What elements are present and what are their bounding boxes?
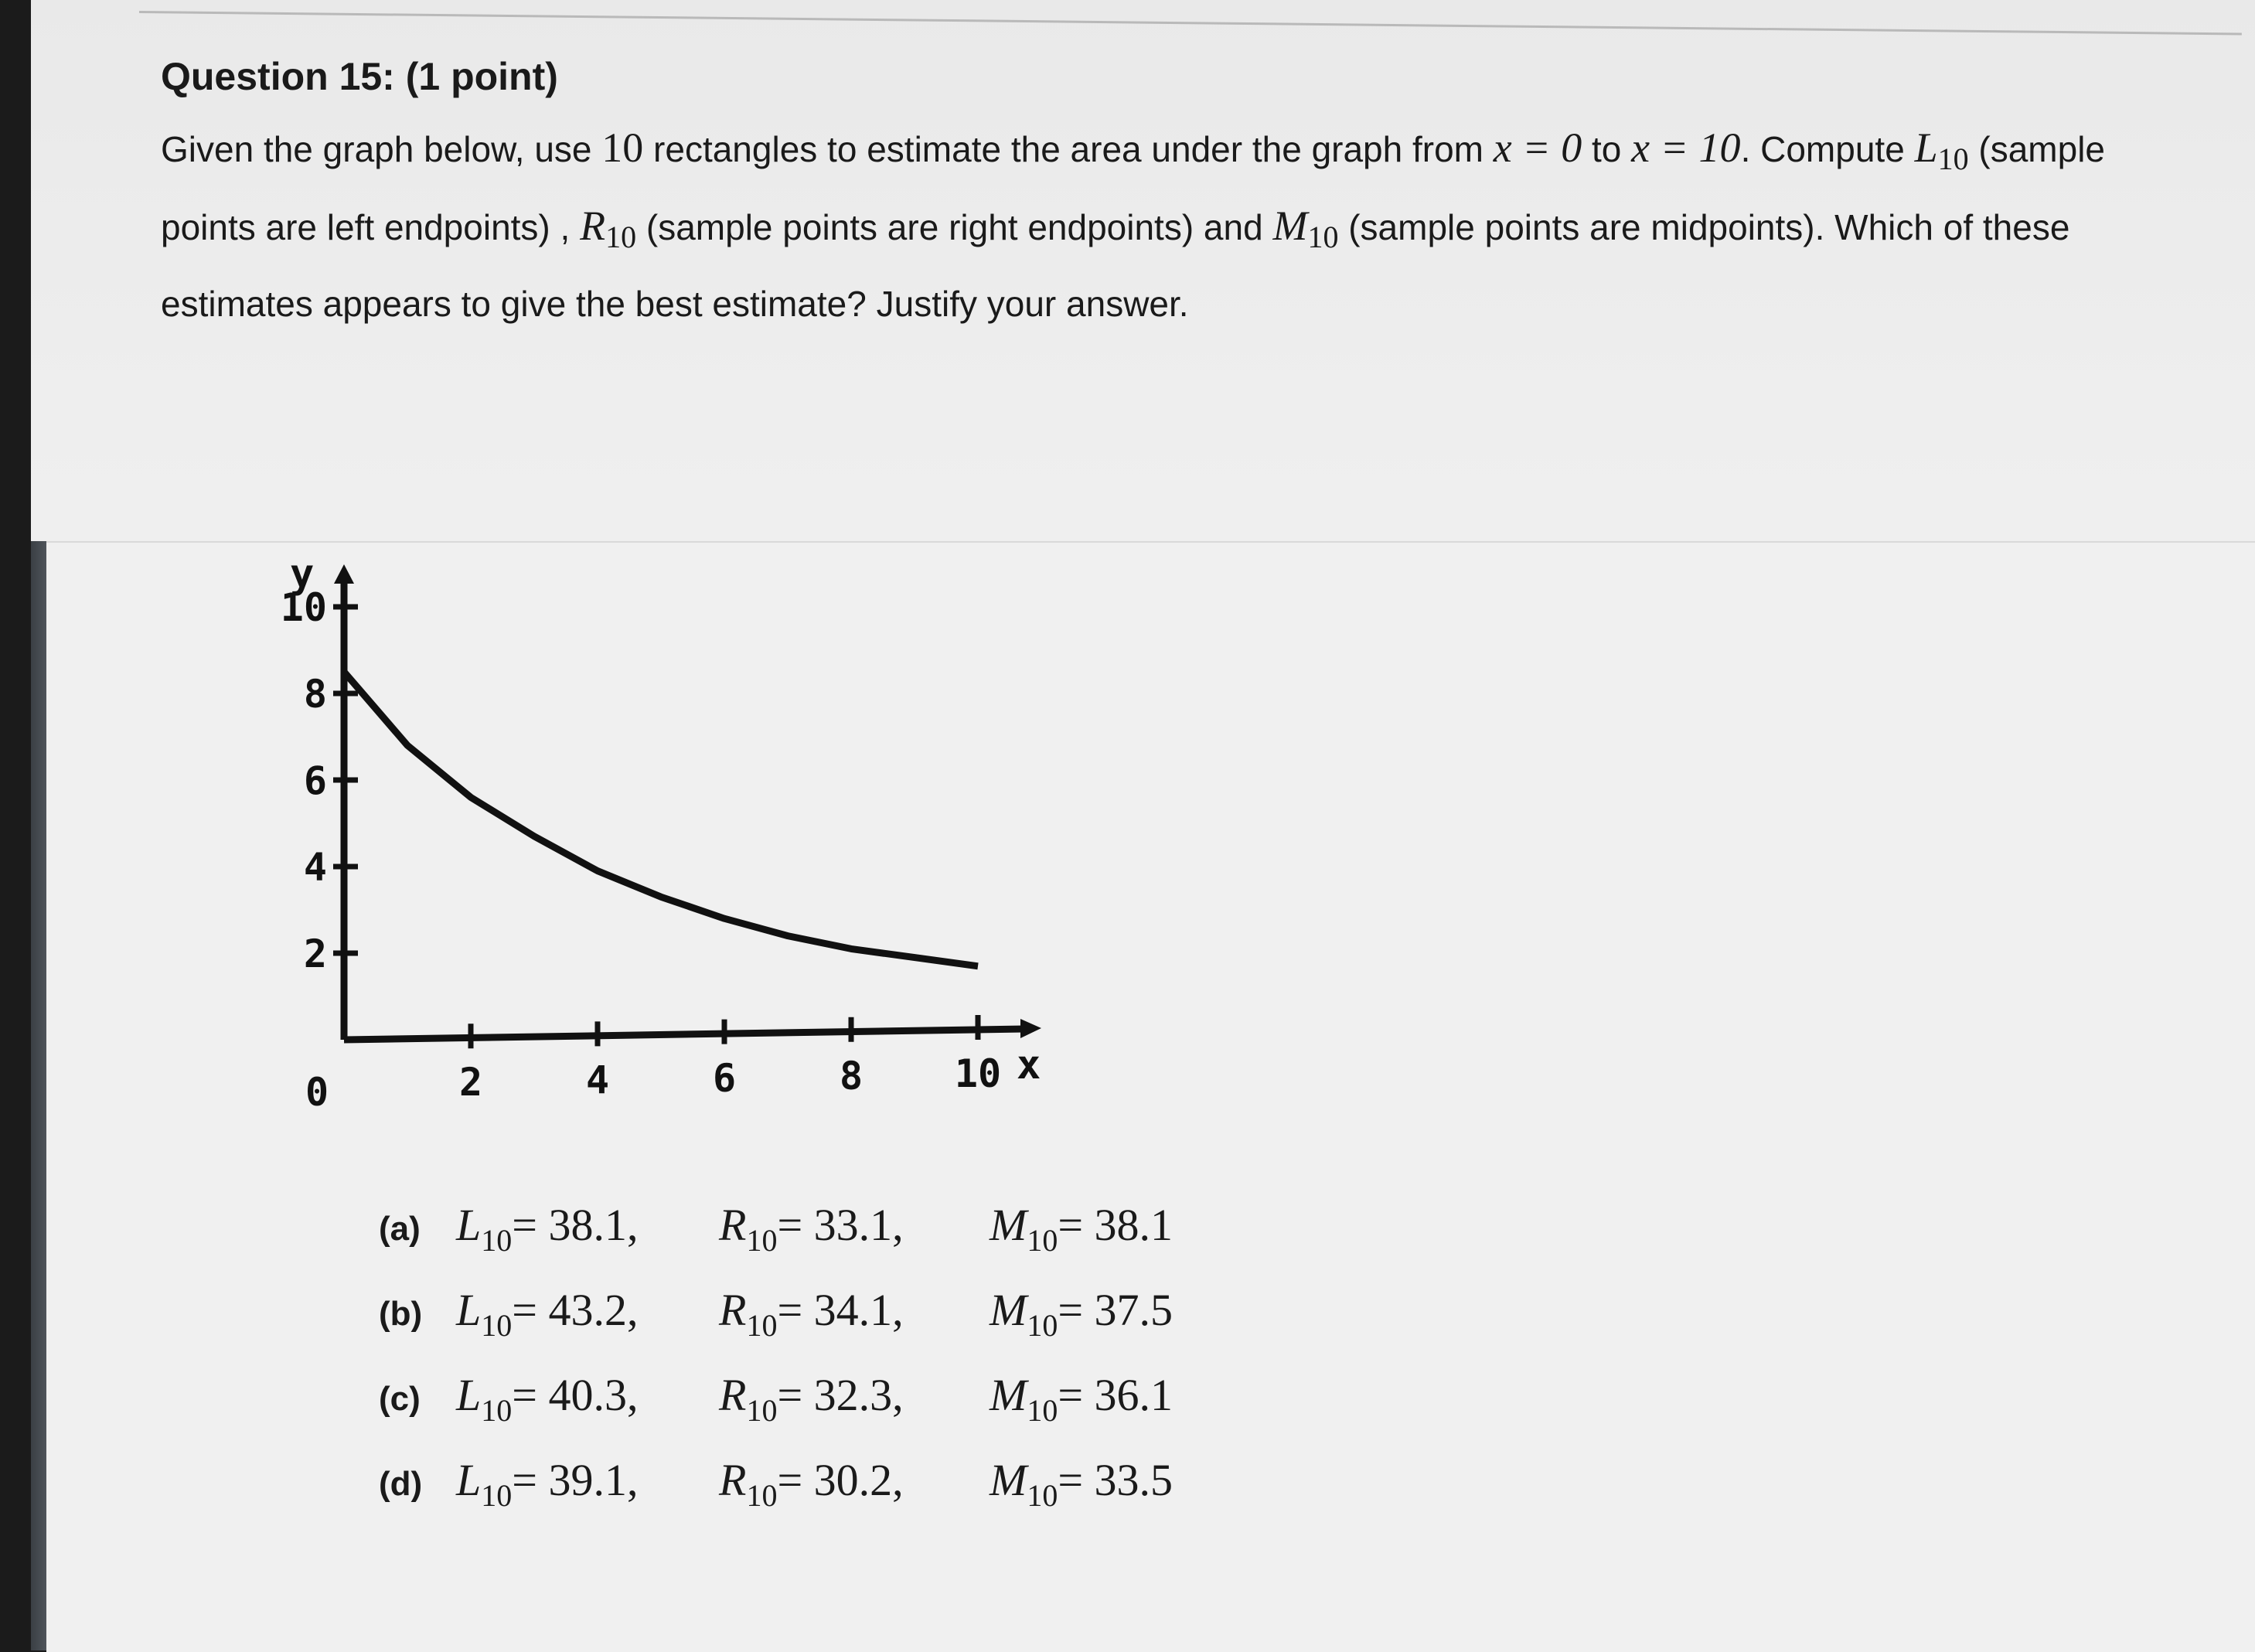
option-d[interactable] (379, 1438, 1173, 1523)
x-axis (344, 1029, 1024, 1040)
axes (334, 564, 1041, 1040)
option-a[interactable] (379, 1183, 1173, 1268)
l-value: $L_{10}= 38.1$, (456, 1200, 639, 1258)
decay-graph (247, 557, 1136, 1144)
curve-line (344, 672, 978, 966)
x-to: x = 10 (1631, 124, 1741, 171)
text-part: . Compute (1740, 129, 1915, 169)
y-arrowhead (334, 564, 354, 584)
y-axis-label: y (290, 557, 315, 598)
option-label: (b) (379, 1295, 423, 1333)
r-value: $R_{10}= 34.1$, (719, 1285, 904, 1343)
l-value: $L_{10}= 40.3$, (456, 1370, 639, 1428)
m-value: $M_{10}= 33.5$ (990, 1455, 1173, 1513)
rect-count: 10 (601, 124, 644, 171)
text-part: rectangles to estimate the area under the graph from (643, 129, 1494, 169)
x-tick-label: 6 (712, 1055, 737, 1101)
x-tick-label: 10 (954, 1051, 1002, 1096)
option-label: (a) (379, 1210, 421, 1248)
y-tick-label: 8 (303, 672, 327, 717)
answer-options (379, 1183, 1173, 1523)
ticks (281, 585, 1001, 1105)
l-value: $L_{10}= 43.2$, (456, 1285, 639, 1343)
y-tick-label: 6 (303, 758, 327, 803)
m-value: $M_{10}= 37.5$ (990, 1285, 1173, 1343)
l-value: $L_{10}= 39.1$, (456, 1455, 639, 1513)
text-part: (sample points are left endpoints) , (161, 129, 2105, 248)
y-tick-label: 10 (280, 585, 327, 630)
r10-symbol: R (580, 203, 606, 250)
x-from: x = 0 (1493, 124, 1582, 171)
question-header: Question 15: (1 point) (161, 55, 558, 98)
m-value: $M_{10}= 36.1$ (990, 1370, 1173, 1428)
text-part: (sample points are midpoints). Which of these estimates appears to give the best estimate? Justify your answer. (161, 207, 2070, 325)
text-part: (sample points are right endpoints) and (636, 207, 1273, 248)
x-axis-label: x (1017, 1042, 1041, 1088)
x-arrowhead (1020, 1019, 1041, 1038)
y-tick-label: 4 (303, 845, 327, 890)
x-tick-label: 8 (839, 1053, 864, 1098)
text-part: Given the graph below, use (161, 129, 602, 169)
option-c[interactable] (379, 1353, 1173, 1438)
r-value: $R_{10}= 30.2$, (719, 1455, 904, 1513)
x-tick-label: 4 (585, 1058, 610, 1103)
origin-label: 0 (305, 1070, 329, 1115)
text-part: to (1582, 129, 1632, 169)
l10-symbol: L (1914, 124, 1938, 171)
m10-symbol: M (1272, 203, 1308, 250)
option-b[interactable] (379, 1268, 1173, 1353)
r10-sub: 10 (605, 220, 637, 255)
option-label: (c) (379, 1380, 421, 1418)
r-value: $R_{10}= 32.3$, (719, 1370, 904, 1428)
m-value: $M_{10}= 38.1$ (990, 1200, 1173, 1258)
question-text (161, 114, 2186, 337)
l10-sub: 10 (1937, 141, 1969, 177)
y-tick-label: 2 (303, 932, 327, 976)
m10-sub: 10 (1307, 220, 1339, 255)
x-tick-label: 2 (458, 1060, 483, 1105)
option-label: (d) (379, 1465, 423, 1503)
r-value: $R_{10}= 33.1$, (719, 1200, 904, 1258)
